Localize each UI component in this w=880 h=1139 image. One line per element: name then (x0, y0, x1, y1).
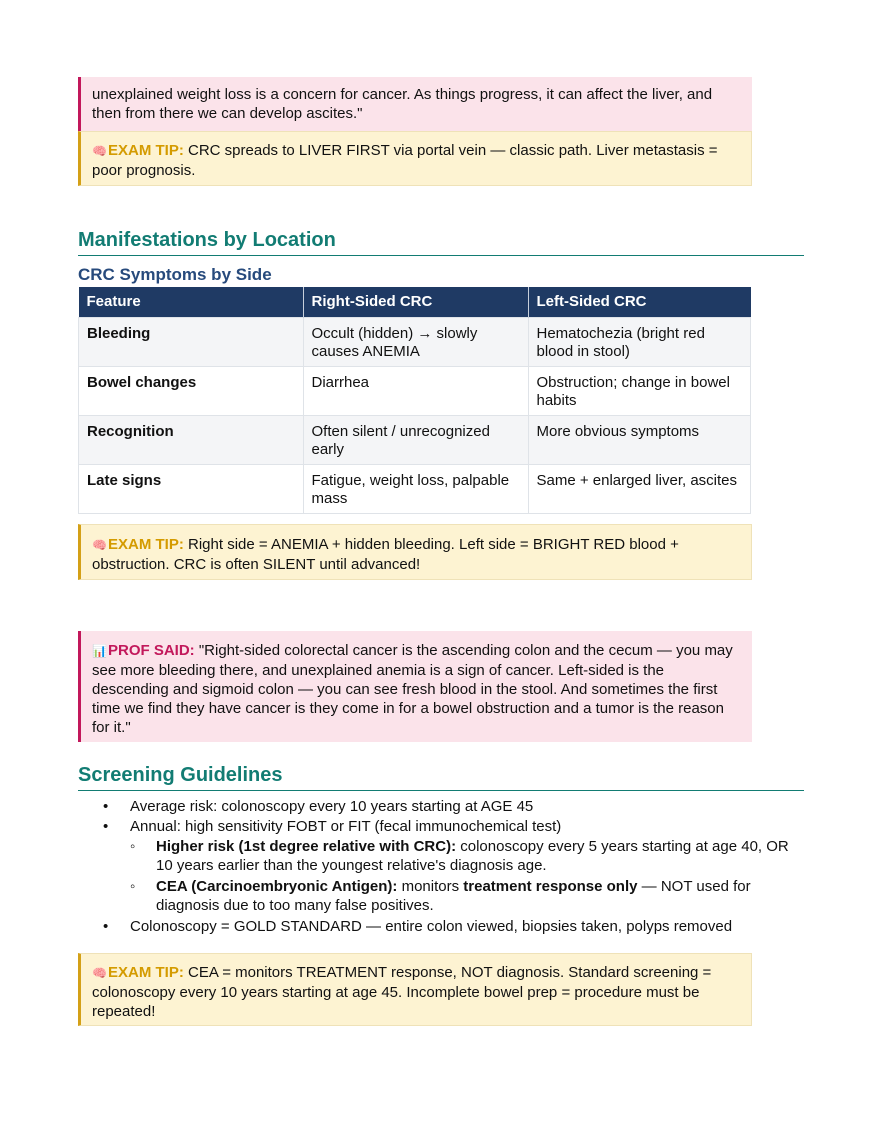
exam-tip-box (78, 524, 752, 580)
table-header-row (79, 287, 751, 318)
list-item (78, 917, 808, 936)
table-row (79, 318, 751, 367)
brain-icon: 🧠 (92, 538, 107, 552)
table-cell: Same + enlarged liver, ascites (528, 465, 751, 514)
list-item (78, 817, 808, 915)
table-cell: Occult (hidden) → slowly causes ANEMIA (303, 318, 528, 367)
sub-item-bold: CEA (Carcinoembryonic Antigen): (156, 878, 398, 895)
sub-list (130, 837, 808, 915)
list-item-text: Colonoscopy = GOLD STANDARD — entire colon viewed, biopsies taken, polyps removed (130, 918, 733, 935)
table-cell: Bleeding (79, 318, 304, 367)
exam-tip-label: EXAM TIP: (108, 964, 184, 981)
table-cell: Obstruction; change in bowel habits (528, 367, 751, 416)
table-caption: CRC Symptoms by Side (78, 265, 272, 284)
prof-said-text: "Right-sided colorectal cancer is the ascending colon and the cecum — you may see more bleeding there, and unexplained anemia is a sign of cancer. Left-sided is the descending and sigmoid colon — you can see fresh blood in the stool. And sometimes the first time we find they have cancer is they come in for a bowel obstruction and a tumor is the reason for it." (92, 642, 733, 736)
list-item-text: Average risk: colonoscopy every 10 years starting at AGE 45 (130, 798, 534, 815)
exam-tip-box (78, 953, 752, 1026)
table-cell: Bowel changes (79, 367, 304, 416)
table-cell: Fatigue, weight loss, palpable mass (303, 465, 528, 514)
table-cell: Late signs (79, 465, 304, 514)
table-row (79, 416, 751, 465)
table-header: Right-Sided CRC (303, 287, 528, 318)
sub-item-text: — NOT used for diagnosis due to too many false positives. (156, 878, 751, 914)
section-heading: Manifestations by Location (78, 229, 804, 256)
bar-chart-icon: 📊 (92, 644, 107, 658)
exam-tip-label: EXAM TIP: (108, 142, 184, 159)
table-header: Left-Sided CRC (528, 287, 751, 318)
table-row (79, 465, 751, 514)
exam-tip-box (78, 131, 752, 186)
exam-tip-text: CEA = monitors TREATMENT response, NOT diagnosis. Standard screening = colonoscopy every 10 years starting at age 45. Incomplete bowel prep = procedure must be repeated! (92, 964, 712, 1020)
list-item (78, 797, 808, 816)
table-cell: Hematochezia (bright red blood in stool) (528, 318, 751, 367)
sub-item-text: monitors (397, 878, 464, 895)
table-cell: Diarrhea (303, 367, 528, 416)
sub-list-item (130, 877, 808, 915)
screening-list (78, 797, 808, 937)
sub-list-item (130, 837, 808, 875)
table-row (79, 367, 751, 416)
crc-symptoms-table (78, 287, 751, 514)
sub-item-bold: Higher risk (1st degree relative with CRC): (156, 838, 457, 855)
quote-text: unexplained weight loss is a concern for cancer. As things progress, it can affect the liver, and then from there we can develop ascites." (92, 86, 713, 122)
exam-tip-label: EXAM TIP: (108, 536, 184, 553)
table-cell: More obvious symptoms (528, 416, 751, 465)
prof-said-box (78, 631, 752, 742)
exam-tip-text: Right side = ANEMIA + hidden bleeding. Left side = BRIGHT RED blood + obstruction. CRC is often SILENT until advanced! (92, 536, 679, 573)
table-cell: Recognition (79, 416, 304, 465)
prof-quote-continuation (78, 77, 752, 136)
brain-icon: 🧠 (92, 144, 107, 158)
section-heading: Screening Guidelines (78, 764, 804, 791)
exam-tip-text: CRC spreads to LIVER FIRST via portal vein — classic path. Liver metastasis = poor prognosis. (92, 142, 718, 179)
table-header: Feature (79, 287, 304, 318)
sub-item-text: colonoscopy every 5 years starting at age 40, OR 10 years earlier than the youngest relative's diagnosis age. (156, 838, 789, 874)
table-cell: Often silent / unrecognized early (303, 416, 528, 465)
brain-icon: 🧠 (92, 966, 107, 980)
list-item-text: Annual: high sensitivity FOBT or FIT (fecal immunochemical test) (130, 818, 562, 835)
sub-item-bold: treatment response only (463, 878, 638, 895)
prof-said-label: PROF SAID: (108, 642, 195, 659)
